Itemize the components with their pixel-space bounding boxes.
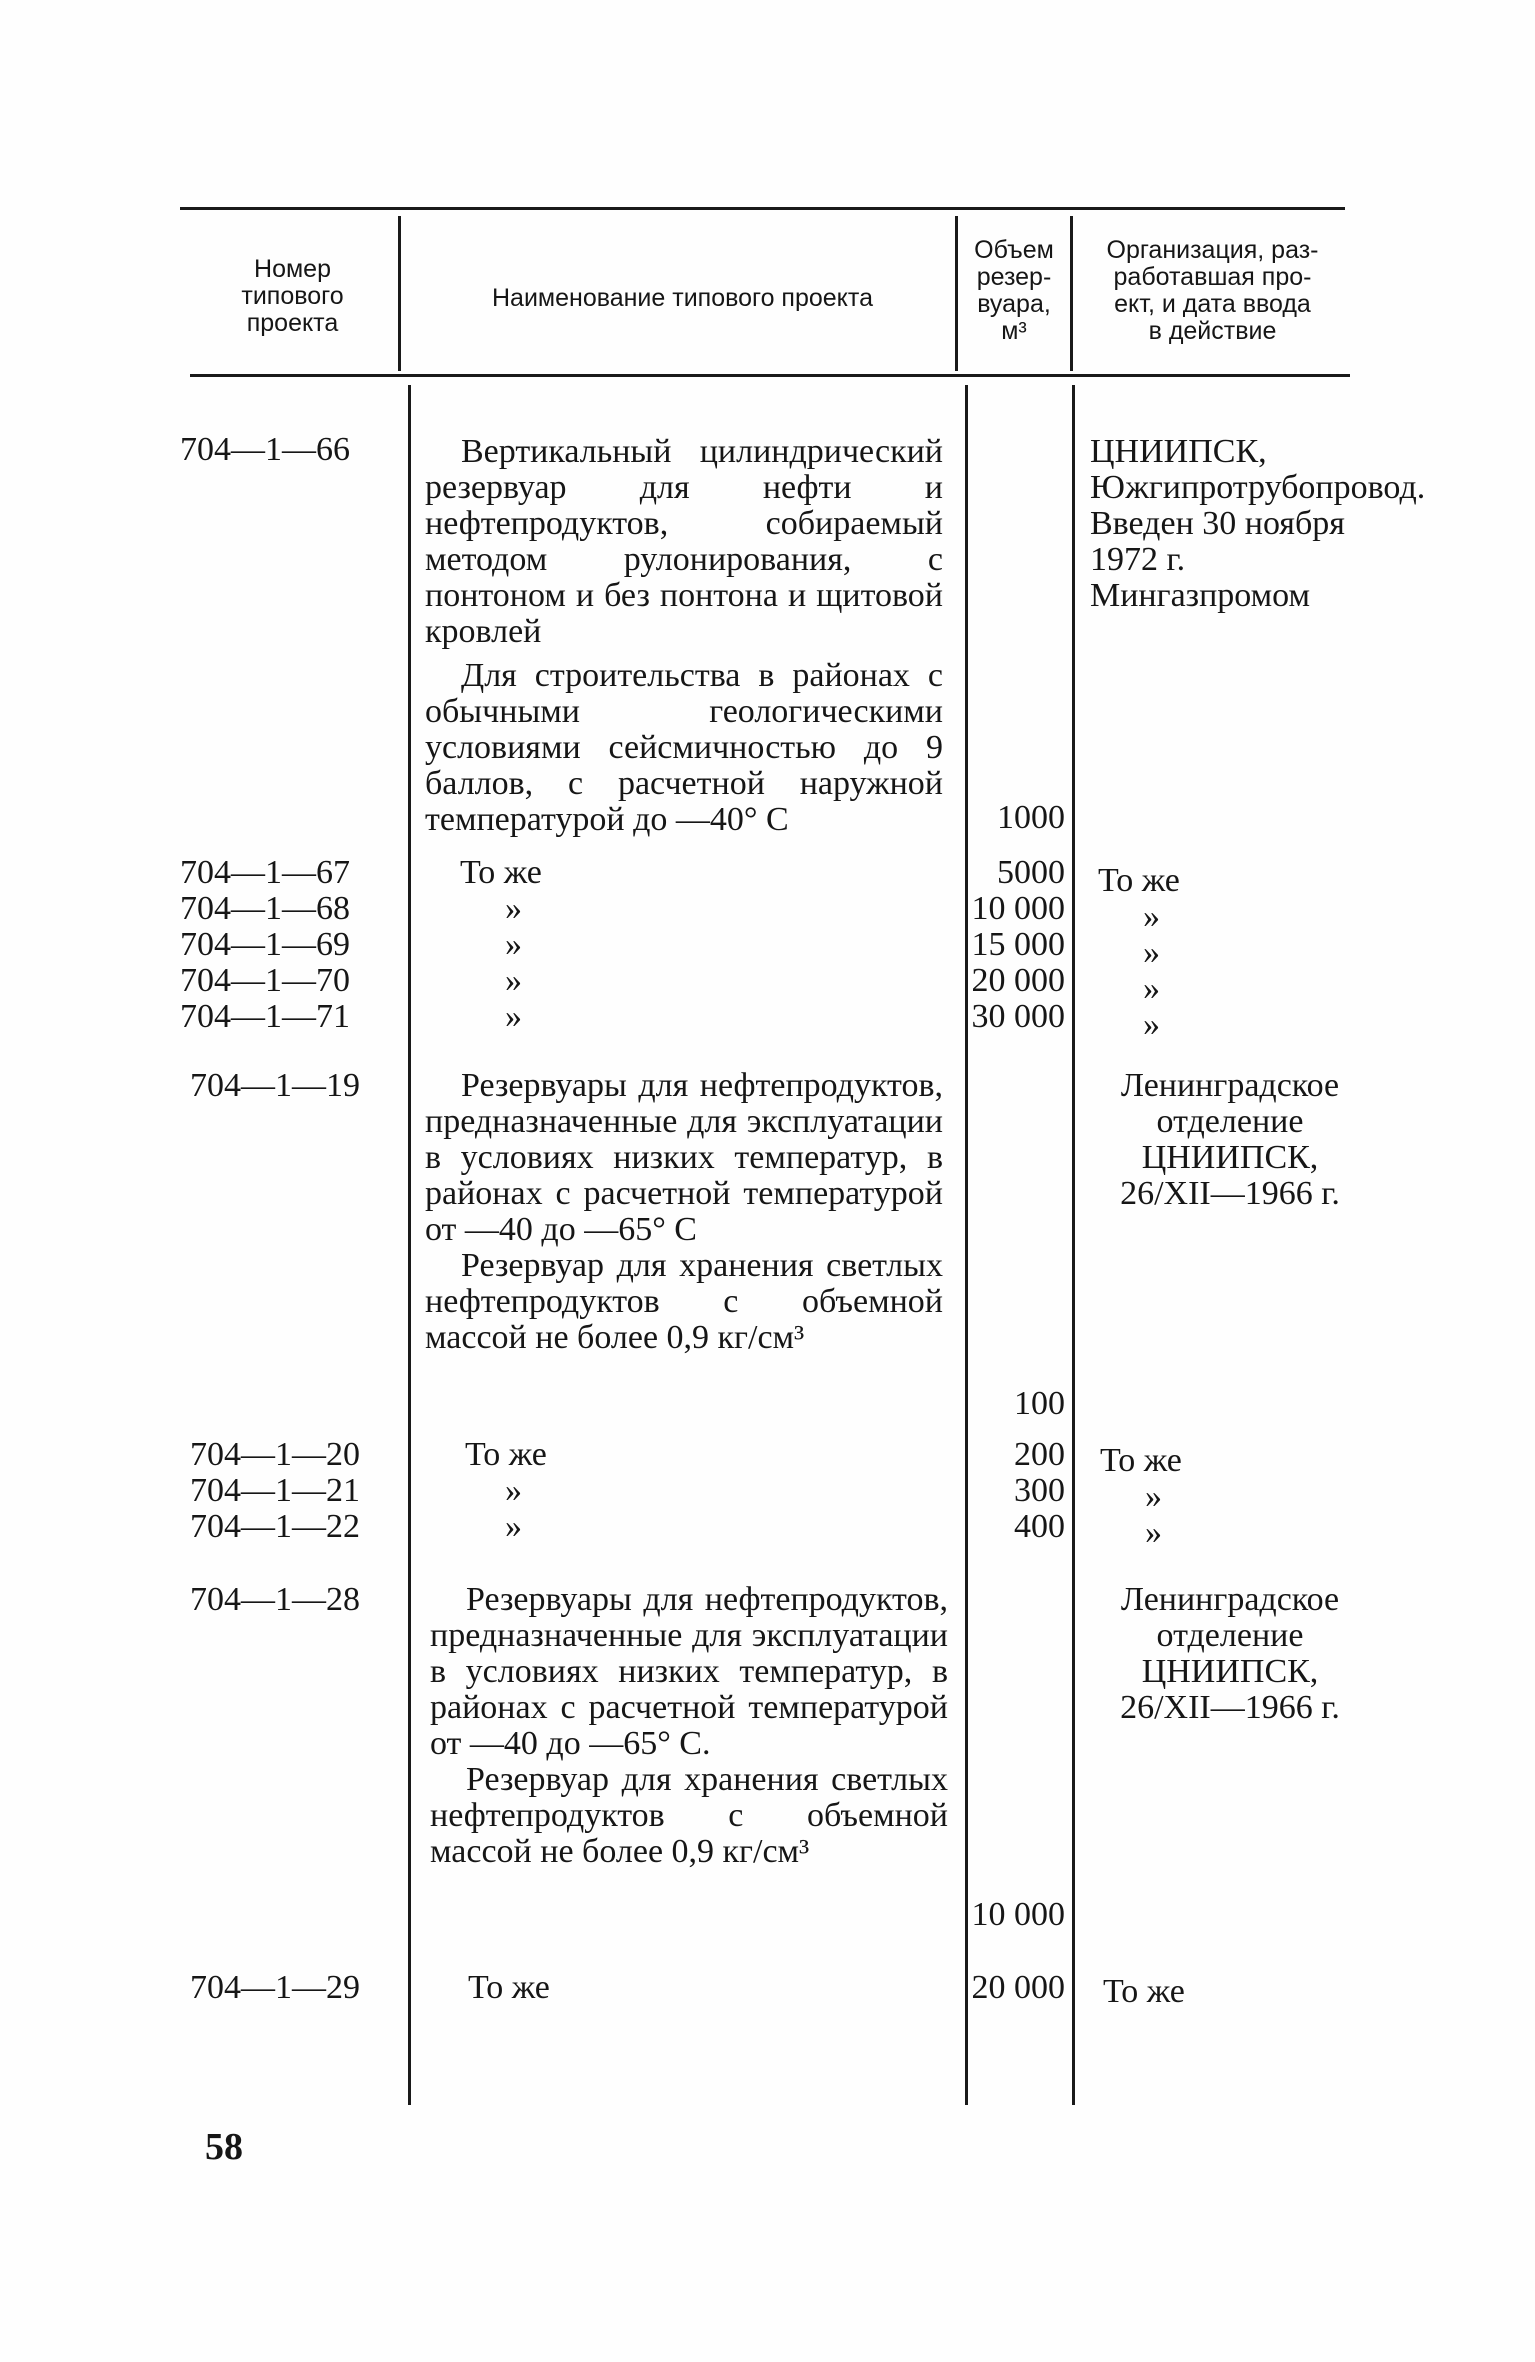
column-divider-3-body <box>1072 385 1075 2105</box>
column-divider-1-body <box>408 385 411 2105</box>
project-number: 704—1—67 704—1—68 704—1—69 704—1—70 704—1—71 <box>180 854 350 1035</box>
organization: Ленинградское отделение ЦНИИПСК, 26/XII—1966 г. <box>1120 1067 1340 1212</box>
header-organization: Организация, раз- работавшая про- ект, и дата ввода в действие <box>1106 236 1319 345</box>
project-name: То же <box>468 1969 550 2006</box>
project-name: То же » » <box>465 1436 547 1545</box>
tank-volume: 10 000 <box>971 1896 1065 1933</box>
header-name: Наименование типового проекта <box>492 284 873 312</box>
project-note: Резервуар для хранения светлых нефтепродуктов с объемной массой не более 0,9 кг/см³ <box>430 1761 948 1870</box>
header-number: Номер типового проекта <box>241 255 344 337</box>
tank-volume: 20 000 <box>971 1969 1065 2006</box>
project-number: 704—1—20 704—1—21 704—1—22 <box>190 1436 360 1545</box>
tank-volume: 200 300 400 <box>1014 1436 1065 1545</box>
tank-volume: 100 <box>1014 1385 1065 1422</box>
column-divider-2-body <box>965 385 968 2105</box>
organization: Ленинградское отделение ЦНИИПСК, 26/XII—1966 г. <box>1120 1581 1340 1726</box>
organization: То же <box>1103 1973 1185 2010</box>
column-divider-1 <box>398 216 401 371</box>
organization: ЦНИИПСК, Южгипротрубопровод. Введен 30 ноября 1972 г. Мингазпромом <box>1090 433 1426 614</box>
page-number: 58 <box>205 2126 243 2168</box>
organization: То же » » » » <box>1098 862 1180 1043</box>
column-divider-3 <box>1070 216 1073 371</box>
project-name: Резервуары для нефтепродуктов, предназначенные для эксплуатации в условиях низких температур, в районах с расчетной температурой от —40 до —65° С Резервуар для хранения светлых нефтепродуктов с объемной массой не более 0,9 кг/см³ <box>425 1067 943 1356</box>
project-note: Резервуар для хранения светлых нефтепродуктов с объемной массой не более 0,9 кг/см³ <box>425 1247 943 1356</box>
table-top-rule <box>180 207 1345 210</box>
project-note: Для строительства в районах с обычными геологическими условиями сейсмичностью до 9 баллов, с расчетной наружной температурой до —40° С <box>425 657 943 838</box>
project-number: 704—1—66 <box>180 431 350 468</box>
header-volume: Объем резер- вуара, м³ <box>974 236 1054 345</box>
project-name: Вертикальный цилиндрический резервуар для нефти и нефтепродуктов, собираемый методом рулонирования, с понтоном и без понтона и щитовой кровлей Для строительства в районах с обычными геологическими условиями сейсмичностью до 9 баллов, с расчетной наружной температурой до —40° С <box>425 433 943 838</box>
header-bottom-rule <box>190 374 1350 377</box>
tank-volume: 1000 <box>997 799 1065 836</box>
project-name: То же » » » » <box>460 854 542 1035</box>
project-number: 704—1—29 <box>190 1969 360 2006</box>
organization: То же » » <box>1100 1442 1182 1551</box>
project-number: 704—1—19 <box>190 1067 360 1104</box>
project-name: Резервуары для нефтепродуктов, предназначенные для эксплуатации в условиях низких температур, в районах с расчетной температурой от —40 до —65° С. Резервуар для хранения светлых нефтепродуктов с объемной массой не более 0,9 кг/см³ <box>430 1581 948 1870</box>
project-number: 704—1—28 <box>190 1581 360 1618</box>
tank-volume: 5000 10 000 15 000 20 000 30 000 <box>971 854 1065 1035</box>
